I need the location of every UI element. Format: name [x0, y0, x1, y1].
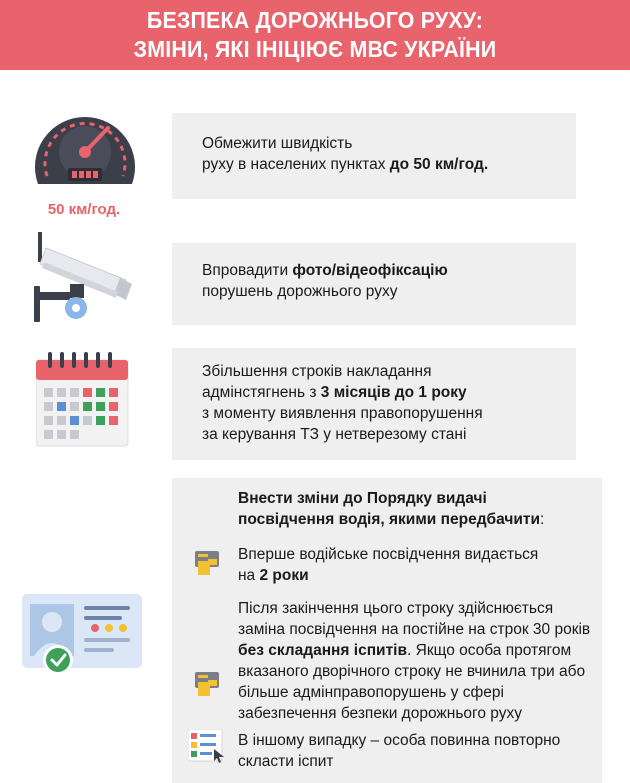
license-item3-line2: скласти іспит: [238, 753, 334, 770]
calendar-text-line4: за керування ТЗ у нетверезому стані: [202, 426, 467, 443]
page-header: [0, 0, 630, 70]
license-box: [172, 478, 602, 783]
license-item2-line3: без складання іспитів. Якщо особа протягом: [238, 642, 572, 659]
hand-card-icon: [192, 670, 222, 700]
header-title-line1: БЕЗПЕКА ДОРОЖНЬОГО РУХУ:: [146, 7, 484, 33]
calendar-text-line1: Збільшення строків накладання: [202, 363, 432, 380]
license-item2-line1: Після закінчення цього строку здійснюється: [238, 600, 554, 617]
license-item2-line5: більше адмінправопорушень у сфері: [238, 684, 504, 701]
calendar-box: [172, 348, 576, 460]
calendar-text-line3: з моменту виявлення правопорушення: [202, 405, 483, 422]
license-title-line1: Внести зміни до Порядку видачі: [238, 490, 487, 507]
driver-license-icon: [22, 594, 144, 680]
license-item1-line1: Вперше водійське посвідчення видається: [238, 546, 539, 563]
surveillance-camera-icon: [34, 232, 138, 326]
speed-limit-box: [172, 113, 576, 199]
hand-card-icon: [192, 549, 222, 579]
speedometer-icon: [30, 96, 140, 196]
license-item1-line2: на 2 роки: [238, 567, 309, 584]
speed-text-line2: руху в населених пунктах до 50 км/год.: [202, 156, 489, 173]
checklist-icon: [188, 729, 226, 763]
speed-text-line1: Обмежити швидкість: [202, 135, 353, 152]
speed-limit-label: 50 км/год.: [47, 201, 121, 218]
camera-text-line2: порушень дорожнього руху: [202, 283, 398, 300]
camera-text-line1: Впровадити фото/відеофіксацію: [202, 262, 448, 279]
calendar-icon: [36, 352, 130, 448]
license-item3-line1: В іншому випадку – особа повинна повторно: [238, 732, 561, 749]
license-title-line2: посвідчення водія, якими передбачити:: [238, 511, 545, 528]
calendar-text-line2: адмінстягнень з 3 місяців до 1 року: [202, 384, 467, 401]
header-title-line2: ЗМІНИ, ЯКІ ІНІЦІЮЄ МВС УКРАЇНИ: [133, 36, 497, 62]
camera-box: [172, 243, 576, 325]
license-item2-line6: забезпечення безпеки дорожнього руху: [238, 705, 522, 722]
license-item2-line2: заміна посвідчення на постійне на строк 30 років: [238, 621, 591, 638]
license-item2-line4: вказаного дворічного строку не вчинила три або: [238, 663, 586, 680]
